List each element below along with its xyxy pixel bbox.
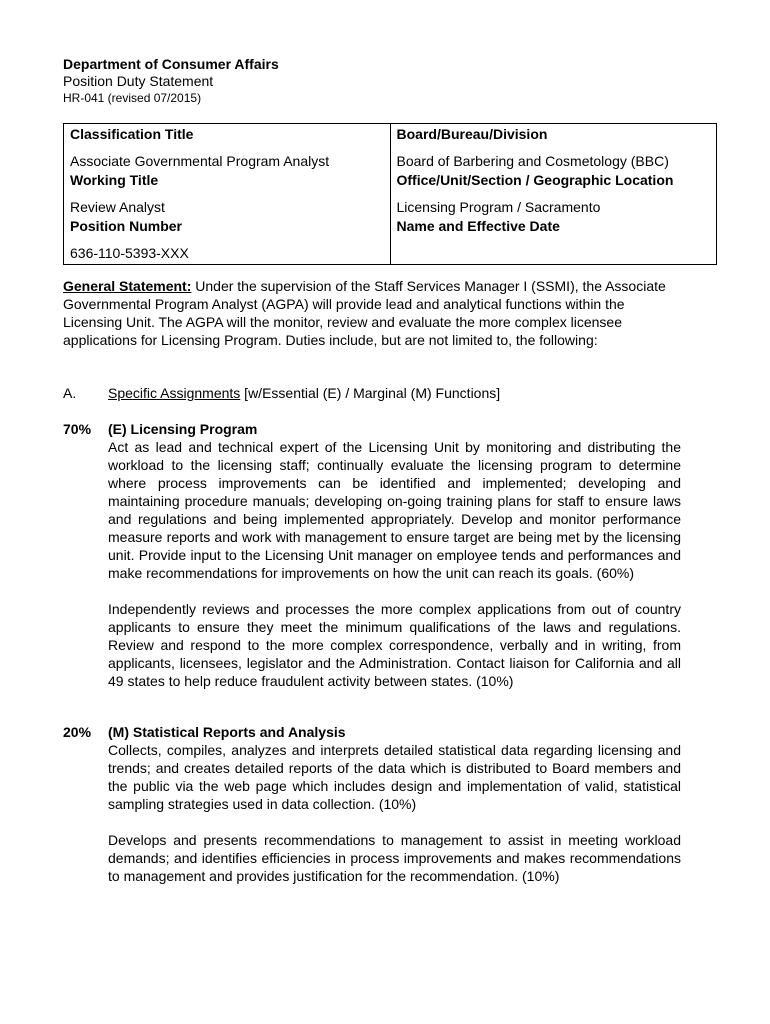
position-number-value: 636-110-5393-XXX: [70, 245, 189, 261]
duty-title: (M) Statistical Reports and Analysis: [108, 724, 346, 740]
working-title-label: Working Title: [70, 172, 159, 188]
name-date-label: Name and Effective Date: [396, 218, 560, 234]
general-statement-text: Under the supervision of the Staff Services Manager I (SSMI), the Associate Governmental Program Analyst (AGPA) will provide lead and analytical functions within the Licensing Unit. The AGPA will the monitor, review and evaluate the more complex licensee applications for Licensing Program. Duties include, but are not limited to, the following:: [63, 278, 666, 348]
section-title-underlined: Specific Assignments: [108, 385, 241, 401]
position-info-table: [63, 123, 717, 265]
board-label: Board/Bureau/Division: [396, 126, 548, 142]
table-row: [64, 124, 717, 171]
office-cell: [390, 170, 717, 216]
position-number-label: Position Number: [70, 218, 183, 234]
office-label: Office/Unit/Section / Geographic Location: [396, 172, 674, 188]
working-title-cell: [64, 170, 391, 216]
duty-title: (E) Licensing Program: [108, 421, 258, 437]
duty-content: [108, 420, 681, 690]
document-type: Position Duty Statement: [63, 73, 214, 89]
duty-paragraph: Develops and presents recommendations to management to assist in meeting workload demands; and identifies efficiencies in process improvements and makes recommendations to management and provides justification for the recommendation. (10%): [108, 832, 681, 884]
classification-value: Associate Governmental Program Analyst: [70, 153, 330, 169]
general-statement-label: General Statement:: [63, 278, 192, 294]
section-letter: A.: [63, 385, 77, 401]
duty-percent: 20%: [63, 724, 92, 740]
office-value: Licensing Program / Sacramento: [396, 199, 601, 215]
form-id: HR-041 (revised 07/2015): [63, 91, 202, 105]
board-cell: [390, 124, 717, 171]
table-row: [64, 216, 717, 265]
duty-content: [108, 723, 681, 885]
duty-paragraph: Act as lead and technical expert of the Licensing Unit by monitoring and distributing the workload to the licensing staff; continually evaluate the licensing program to determine where process improvements can be identified and implemented; developing and maintaining procedure manuals; developing on-going training plans for staff to ensure laws and regulations and being implemented appropriately. Develop and monitor performance measure reports and work with management to ensure target are being met by the licensing unit. Provide input to the Licensing Unit manager on employee tends and performances and make recommendations for improvements on how the unit can reach its goals. (60%): [108, 439, 681, 581]
working-title-value: Review Analyst: [70, 199, 165, 215]
duty-paragraph: Independently reviews and processes the more complex applications from out of country applicants to ensure they meet the minimum qualifications of the laws and regulations. Review and respond to the more complex correspondence, verbally and in writing, from applicants, licensees, legislator and the Administration. Contact liaison for California and all 49 states to help reduce fraudulent activity between states. (10%): [108, 601, 681, 689]
general-statement: [63, 277, 681, 349]
department-name: Department of Consumer Affairs: [63, 56, 279, 72]
duty-percent: 70%: [63, 421, 92, 437]
section-title-suffix: [w/Essential (E) / Marginal (M) Functions]: [240, 385, 501, 401]
classification-cell: [64, 124, 391, 171]
position-number-cell: [64, 216, 391, 265]
classification-label: Classification Title: [70, 126, 194, 142]
table-row: [64, 170, 717, 216]
name-date-cell: [390, 216, 717, 265]
section-title: [108, 384, 500, 402]
document-header: [63, 56, 279, 107]
board-value: Board of Barbering and Cosmetology (BBC): [396, 153, 669, 169]
duty-paragraph: Collects, compiles, analyzes and interprets detailed statistical data regarding licensing and trends; and creates detailed reports of the data which is distributed to Board members and the public via the web page which includes design and implementation of valid, statistical sampling strategies used in data collection. (10%): [108, 742, 681, 812]
